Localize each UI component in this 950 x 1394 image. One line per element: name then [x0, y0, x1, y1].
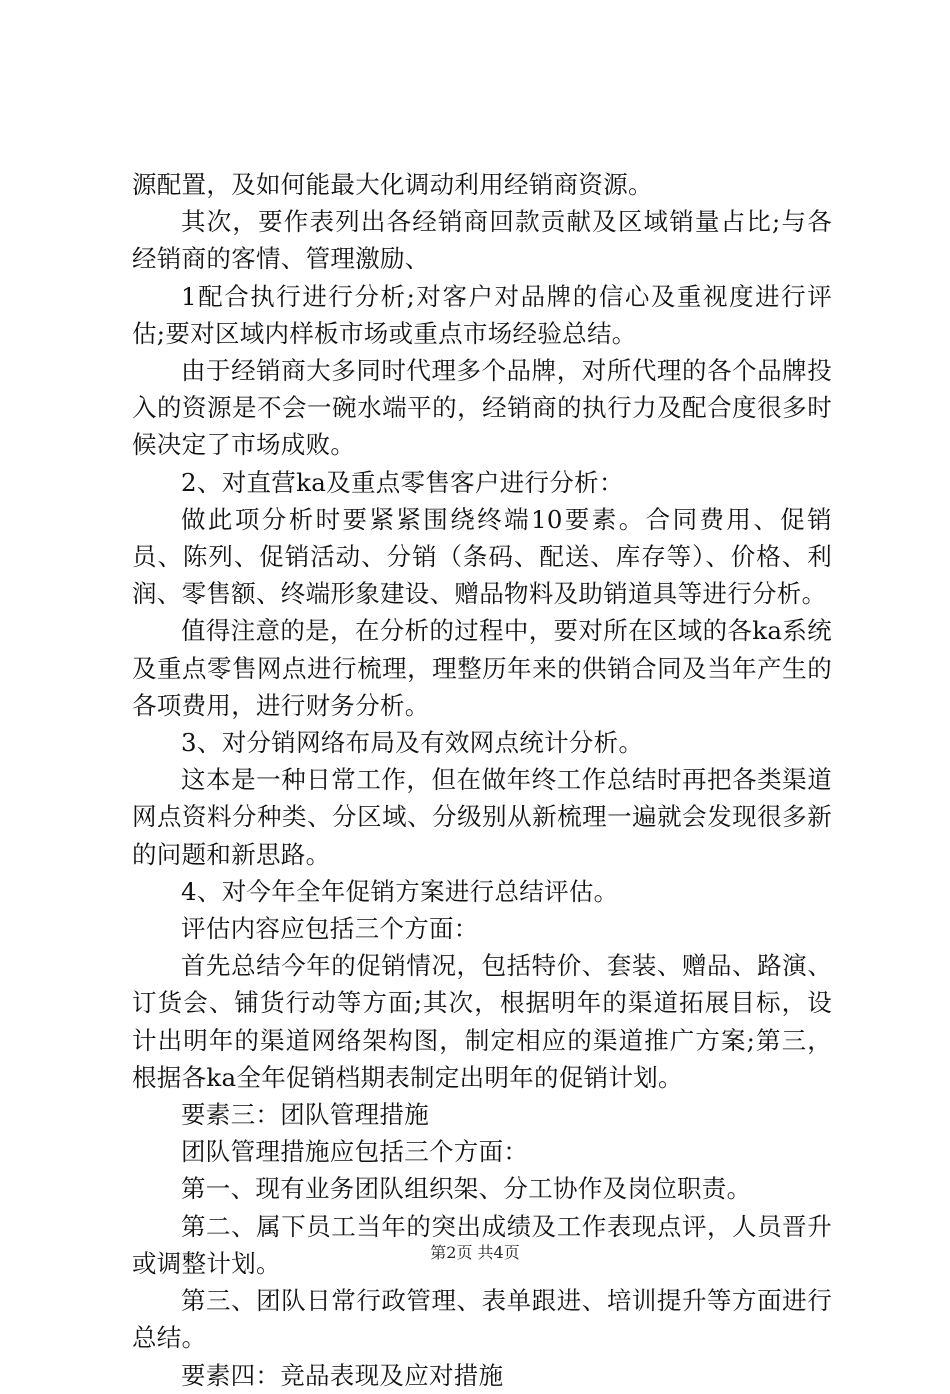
- paragraph-15: 第一、现有业务团队组织架、分工协作及岗位职责。: [181, 1174, 752, 1204]
- paragraph-3: 1配合执行进行分析;对客户对品牌的信心及重视度进行评估;要对区域内样板市场或重点市场经验总结。: [132, 281, 832, 348]
- section-heading-2: 2、对直营ka及重点零售客户进行分析：: [181, 467, 624, 497]
- section-heading-3: 3、对分销网络布局及有效网点统计分析。: [181, 728, 644, 758]
- paragraph-14: 团队管理措施应包括三个方面：: [181, 1137, 529, 1167]
- element-heading-4: 要素四：竞品表现及应对措施: [181, 1360, 504, 1390]
- page-number-footer: 第2页 共4页: [430, 1243, 520, 1262]
- document-body: [132, 166, 832, 1394]
- paragraph-2: 其次，要作表列出各经销商回款贡献及区域销量占比;与各经销商的客情、管理激励、: [132, 207, 832, 274]
- paragraph-1: 源配置，及如何能最大化调动利用经销商资源。: [132, 170, 653, 199]
- paragraph-7: 值得注意的是，在分析的过程中，要对所在区域的各ka系统及重点零售网点进行梳理，理整历年来的供销合同及当年产生的各项费用，进行财务分析。: [132, 616, 832, 720]
- paragraph-4: 由于经销商大多同时代理多个品牌，对所代理的各个品牌投入的资源是不会一碗水端平的，经销商的执行力及配合度很多时候决定了市场成败。: [132, 356, 832, 460]
- paragraph-16: 第二、属下员工当年的突出成绩及工作表现点评，人员晋升或调整计划。: [132, 1211, 832, 1278]
- paragraph-9: 这本是一种日常工作，但在做年终工作总结时再把各类渠道网点资料分种类、分区域、分级别从新梳理一遍就会发现很多新的问题和新思路。: [132, 765, 832, 869]
- element-heading-3: 要素三：团队管理措施: [181, 1100, 429, 1130]
- paragraph-6: 做此项分析时要紧紧围绕终端10要素。合同费用、促销员、陈列、促销活动、分销（条码、配送、库存等）、价格、利润、零售额、终端形象建设、赠品物料及助销道具等进行分析。: [132, 504, 832, 609]
- paragraph-11: 评估内容应包括三个方面：: [181, 914, 479, 944]
- paragraph-17: 第三、团队日常行政管理、表单跟进、培训提升等方面进行总结。: [132, 1286, 832, 1353]
- section-heading-4: 4、对今年全年促销方案进行总结评估。: [181, 876, 619, 906]
- paragraph-12: 首先总结今年的促销情况，包括特价、套装、赠品、路演、订货会、铺货行动等方面;其次，根据明年的渠道拓展目标，设计出明年的渠道网络架构图，制定相应的渠道推广方案;第三，根据各ka全年促销档期表制定出明年的促销计划。: [132, 951, 832, 1092]
